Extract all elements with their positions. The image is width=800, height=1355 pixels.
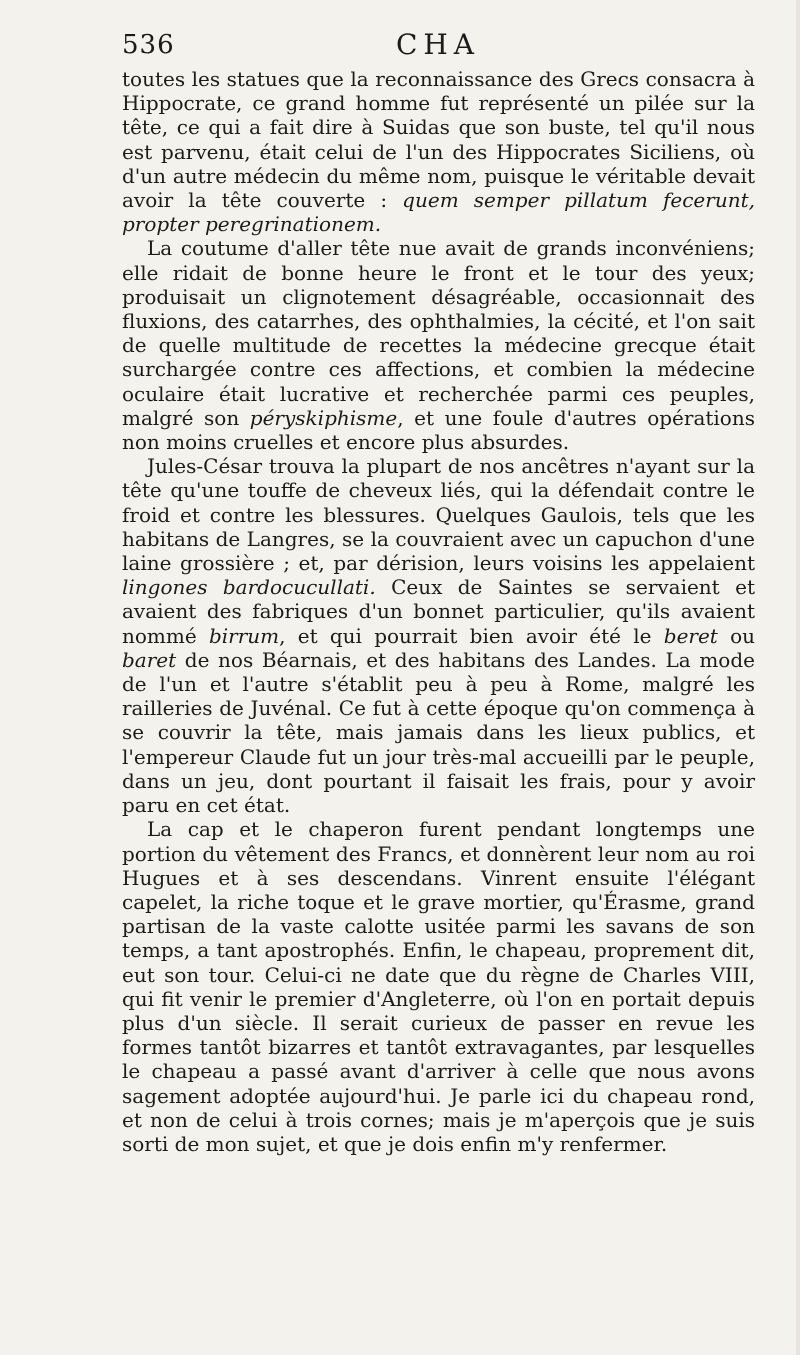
text-run: , et une foule d'autres opérations non moins cruelles et encore plus absurdes. bbox=[122, 405, 755, 455]
text-run: La coutume d'aller tête nue avait de grands inconvéniens; elle ridait de bonne heure le front et le tour des yeux; produisait un clignotement désagréable, occasionnait des fluxions, des catarrhes, des ophthalmies, la cécité, et l'on sait de quelle multitude de recettes la médecine grecque était surchargée contre ces affections, et combien la médecine oculaire était lucrative et recherchée parmi ces peuples, malgré son bbox=[122, 236, 755, 430]
text-run: , et qui pourrait bien avoir été le bbox=[279, 623, 664, 648]
italic-term: beret bbox=[663, 623, 718, 648]
italic-term: lingones bardocucullati. bbox=[122, 575, 376, 600]
italic-term: baret bbox=[122, 647, 177, 672]
text-run: Ceux de Saintes se servaient et avaient des fabriques d'un bonnet particulier, qu'ils avaient nommé bbox=[122, 575, 755, 648]
page-body bbox=[122, 67, 755, 1156]
paragraph bbox=[122, 236, 755, 454]
italic-term: péryskiphisme bbox=[249, 405, 398, 430]
text-run: de nos Béarnais, et des habitans des Landes. La mode de l'un et l'autre s'établit peu à peu à Rome, malgré les railleries de Juvénal. Ce fut à cette époque qu'on commença à se couvrir la tête, mais jamais dans les lieux publics, et l'empereur Claude fut un jour très-mal accueilli par le peuple, dans un jeu, dont pourtant il faisait les frais, pour y avoir paru en cet état. bbox=[122, 647, 755, 818]
page-edge bbox=[796, 0, 800, 1355]
text-run: toutes les statues que la reconnaissance des Grecs consacra à Hippocrate, ce grand homme fut représenté un pilée sur la tête, ce qui a fait dire à Suidas que son buste, tel qu'il nous est parvenu, était celui de l'un des Hippocrates Siciliens, où d'un autre médecin du même nom, puisque le véritable devait avoir la tête couverte : bbox=[122, 67, 755, 213]
text-run: La cap et le chaperon furent pendant longtemps une portion du vêtement des Francs, et donnèrent leur nom au roi Hugues et à ses descendans. Vinrent ensuite l'élégant capelet, la riche toque et le grave mortier, qu'Érasme, grand partisan de la vaste calotte usitée parmi les savans de son temps, a tant apostrophés. Enfin, le chapeau, proprement dit, eut son tour. Celui-ci ne date que du règne de Charles VIII, qui fit venir le premier d'Angleterre, où l'on en portait depuis plus d'un siècle. Il serait curieux de passer en revue les formes tantôt bizarres et tantôt extravagantes, par lesquelles le chapeau a passé avant d'arriver à celle que nous avons sagement adoptée aujourd'hui. Je parle ici du chapeau rond, et non de celui à trois cornes; mais je m'aperçois que je suis sorti de mon sujet, et que je dois enfin m'y renfermer. bbox=[122, 817, 755, 1156]
italic-term: birrum bbox=[208, 623, 280, 648]
text-run: Jules-César trouva la plupart de nos ancêtres n'ayant sur la tête qu'une touffe de cheveux liés, qui la défendait contre le froid et contre les blessures. Quelques Gaulois, tels que les habitans de Langres, se la couvraient avec un capuchon d'une laine grossière ; et, par dérision, leurs voisins les appelaient bbox=[122, 454, 755, 576]
running-head: CHA bbox=[395, 28, 481, 61]
text-run: ou bbox=[717, 623, 756, 648]
page-number: 536 bbox=[122, 30, 175, 60]
paragraph bbox=[122, 67, 755, 236]
paragraph bbox=[122, 817, 755, 1156]
latin-quote: quem semper pillatum fecerunt, propter peregrinationem. bbox=[122, 188, 755, 237]
page-header bbox=[122, 28, 754, 68]
paragraph bbox=[122, 454, 755, 817]
